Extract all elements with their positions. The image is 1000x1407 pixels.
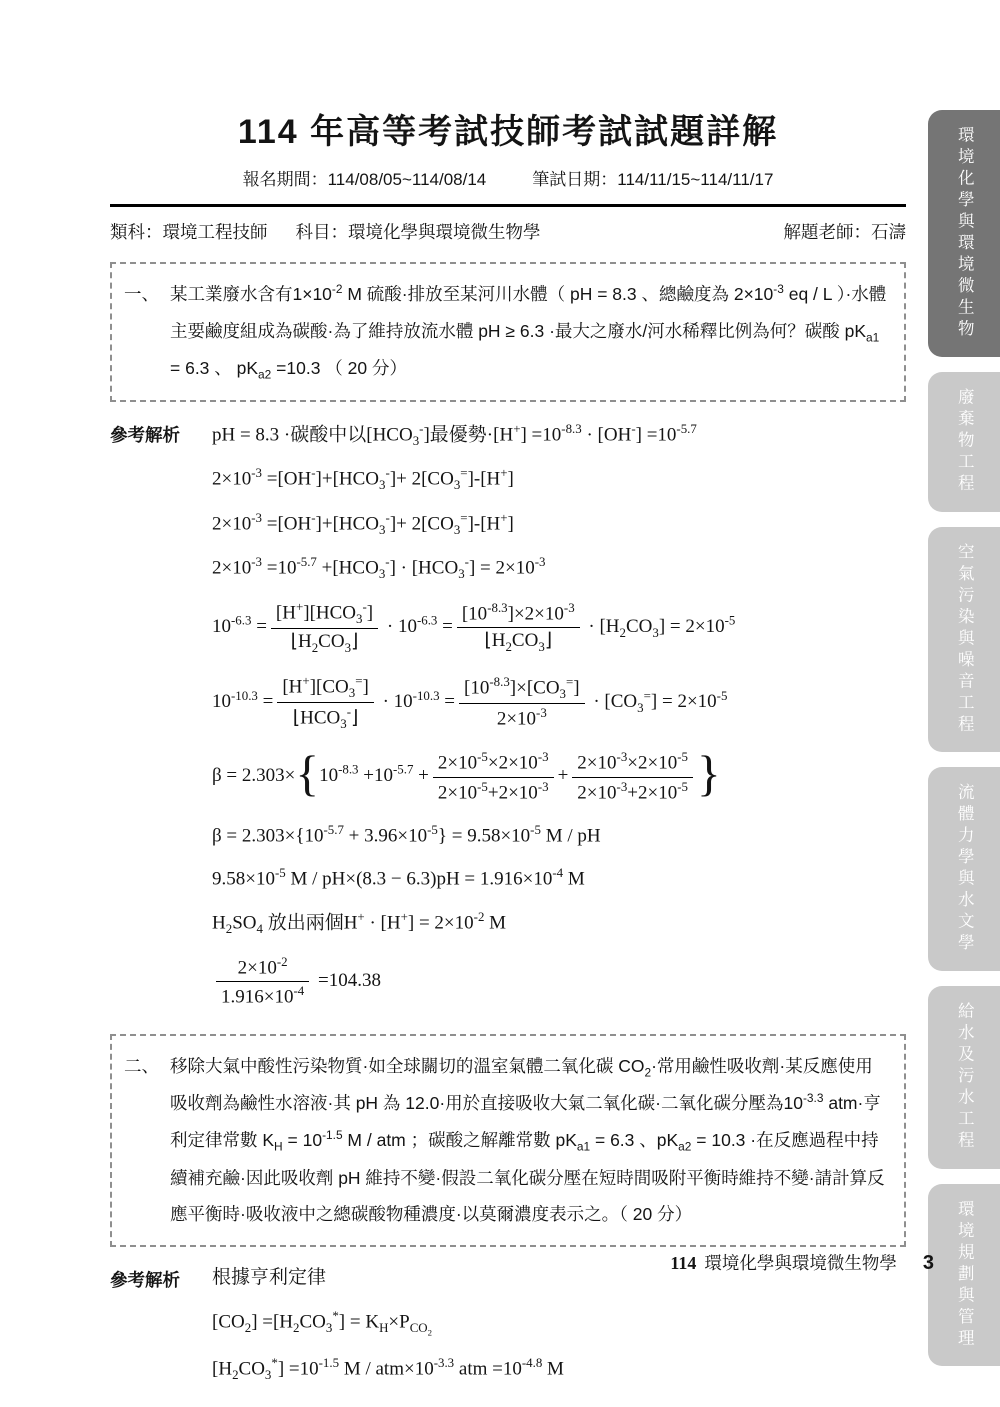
exam-dates-line: [110, 165, 906, 190]
equation-line: 根據亨利定律: [212, 1267, 327, 1289]
question-1-box: [110, 262, 906, 402]
tab-fluid-mechanics-hydrology: [928, 767, 1000, 971]
chapter-tab-strip: [928, 110, 1000, 1366]
footer-year: 114: [670, 1253, 697, 1273]
tab-air-pollution-noise: [928, 527, 1000, 753]
tab-env-planning-management: [928, 1184, 1000, 1367]
exam-meta-row: [110, 219, 906, 244]
tab-label: 環境規劃與管理: [955, 1199, 974, 1350]
equation-line: $10^{-6.3}$ = $\frac{[H^+][HCO_3^-]}{⌊H_2CO_3⌋}$ · $10^{-6.3}$ = $\frac{[10^{-8.3}]\times 2\times 10^{-3}}{⌊H_2CO_3⌋}$ · $[H_2CO_3] = 2\times 10^{-5}$: [212, 598, 736, 655]
written-exam-date: 筆試日期：114/11/15~114/11/17: [532, 170, 774, 189]
solution-2-body: [212, 1264, 906, 1397]
equation-line: $\beta = 2.303\times\{10^{-5.7} + 3.96\times 10^{-5}\} = 9.58\times 10^{-5}$ M / pH: [212, 821, 601, 846]
tab-label: 廢棄物工程: [955, 388, 974, 496]
page-title: 114 年高等考試技師考試試題詳解: [237, 113, 779, 151]
tab-label: 空氣污染與噪音工程: [955, 542, 974, 736]
page-footer: [670, 1250, 934, 1275]
tab-label: 給水及污水工程: [955, 1002, 974, 1153]
header-divider: [110, 204, 906, 207]
footer-page-number: 3: [922, 1252, 934, 1274]
equation-line: $10^{-10.3}$ = $\frac{[H^+][CO_3^=]}{⌊HCO_3^-⌋}$ · $10^{-10.3}$ = $\frac{[10^{-8.3}]\times[CO_3^=]}{2\times 10^{-3}}$ · $[CO_3^=] = 2\times 10^{-5}$: [212, 672, 728, 732]
exam-category: 類科：環境工程技師: [110, 222, 268, 242]
tab-env-chemistry-microbiology: [928, 110, 1000, 357]
tab-waste-engineering: [928, 372, 1000, 512]
solution-1-body: [212, 419, 906, 1024]
equation-line: $[H_2CO_3^*] =10^{-1.5}$ $M / atm\times 10^{-3.3}$ atm $=10^{-4.8}$ M: [212, 1354, 564, 1382]
equation-line: $2\times 10^{-3} =10^{-5.7} +[HCO_3^-] \cdot [HCO_3^-] = 2\times 10^{-3}$: [212, 554, 546, 582]
question-1-number: 一、: [124, 284, 159, 304]
solution-1-label: 參考解析: [110, 424, 180, 445]
equation-line: pH = 8.3 ·碳酸中以$[HCO_3^-]$最優勢$\cdot[H^+] =10^{-8.3} \cdot [OH^-] =10^{-5.7}$: [212, 420, 697, 448]
equation-line: $2\times 10^{-3} =[OH^-]+[HCO_3^-]+ 2[CO_3^=]-[H^+]$: [212, 465, 514, 493]
equation-line: $\frac{2\times 10^{-2}}{1.916\times 10^{-4}}$ =104.38: [212, 952, 906, 1011]
solution-2-label: 參考解析: [110, 1270, 180, 1291]
equation-line: $9.58\times 10^{-5}$ $M / pH\times(8.3 - 6.3)pH = 1.916\times 10^{-4}$ M: [212, 865, 585, 890]
equation-line: $[CO_2] =[H_2CO_3^*] = K_H\times P_{CO_2}$: [212, 1307, 433, 1338]
footer-subject: 環境化學與環境微生物學: [704, 1253, 897, 1273]
registration-period: 報名期間：114/08/05~114/08/14: [242, 170, 487, 189]
page-header: [110, 104, 906, 244]
main-content: [110, 104, 906, 1407]
question-1-text: 某工業廢水含有$1\times 10^{-2}$ M 硫酸·排放至某河川水體（ pH = 8.3 、總鹼度為 $2\times 10^{-3}$ eq / L ）·水體主要鹼度組成為碳酸·為了維持放流水體 pH ≥ 6.3 ·最大之廢水/河水稀釋比例為何？碳酸 $pK_{a1} = 6.3$ 、 $pK_{a2} =10.3$ （ 20 分）: [170, 282, 887, 382]
tab-label: 流體力學與水文學: [955, 783, 974, 955]
question-2-box: [110, 1034, 906, 1247]
equation-line: $H_2SO_4$ 放出兩個$H^+ \cdot [H^+] = 2\times 10^{-2}$ M: [212, 909, 507, 937]
question-2-text: 移除大氣中酸性污染物質·如全球關切的溫室氣體二氧化碳 $CO_2\cdot$常用鹼性吸收劑·某反應使用吸收劑為鹼性水溶液·其 pH 為 12.0·用於直接吸收大氣二氧化碳·二氧化碳分壓為$10^{-3.3}$ atm·亨利定律常數 $K_H = 10^{-1.5}$ M / atm ；碳酸之解離常數 $pK_{a1} = 6.3$ 、$pK_{a2} = 10.3$ ·在反應過程中持續補充鹼·因此吸收劑 pH 維持不變·假設二氧化碳分壓在短時間吸附平衡時維持不變·請計算反應平衡時·吸收液中之總碳酸物種濃度·以莫爾濃度表示之。（ 20 分）: [170, 1055, 885, 1225]
tab-water-supply-sewage: [928, 986, 1000, 1169]
tab-label: 環境化學與環境微生物: [955, 126, 974, 341]
solution-2: [110, 1264, 906, 1397]
question-2-number: 二、: [124, 1055, 159, 1076]
exam-subject: 科目：環境化學與環境微生物學: [295, 222, 541, 242]
solution-teacher: 解題老師：石濤: [783, 222, 906, 242]
solution-1: [110, 419, 906, 1024]
equation-line: $2\times 10^{-3} =[OH^-]+[HCO_3^-]+ 2[CO_3^=]-[H^+]$: [212, 509, 514, 537]
equation-line: $\beta = 2.303\times\{10^{-8.3} +10^{-5.7}$ + $\frac{2\times 10^{-5}\times 2\times 10^{-3}}{2\times 10^{-5}+2\times 10^{-3}}$ + $\frac{2\times 10^{-3}\times 2\times 10^{-5}}{2\times 10^{-3}+2\times 10^{-5}}$ }: [212, 745, 721, 803]
